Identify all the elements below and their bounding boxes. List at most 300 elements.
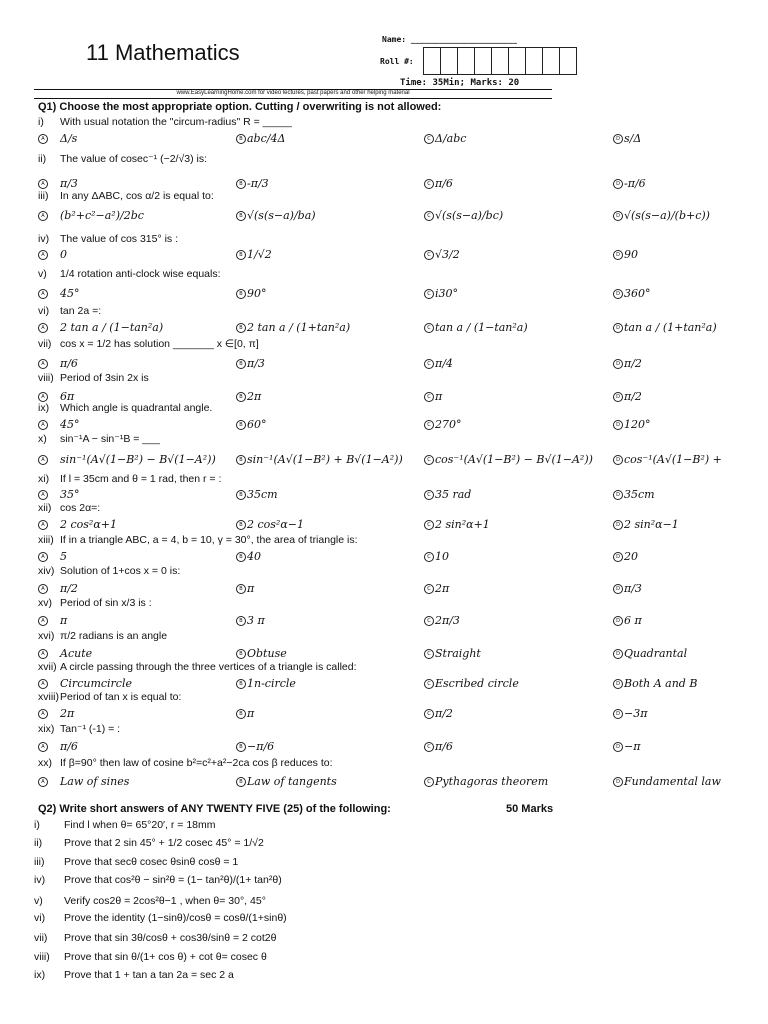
option-a[interactable] (38, 740, 78, 753)
option-a[interactable] (38, 209, 144, 222)
option-bubble-icon[interactable]: B (236, 777, 246, 787)
option-text: 3 π (247, 614, 265, 627)
option-d[interactable] (613, 775, 721, 788)
option-text: tan a / (1−tan²a) (435, 321, 528, 334)
option-text: cos⁻¹(A√(1−B²) − B√(1−A²)) (435, 453, 593, 466)
option-a[interactable] (38, 614, 67, 627)
option-d[interactable] (613, 248, 638, 261)
option-d[interactable] (613, 390, 642, 403)
option-text: 40 (247, 550, 261, 563)
question-text: cos 2α=: (60, 502, 101, 514)
question-text: π/2 radians is an angle (60, 630, 168, 642)
option-a[interactable] (38, 177, 78, 190)
question-number: i) (38, 116, 44, 128)
roll-label: Roll #: (380, 56, 414, 66)
option-bubble-icon[interactable]: D (613, 709, 623, 719)
option-bubble-icon[interactable]: A (38, 392, 48, 402)
option-b[interactable] (236, 209, 316, 222)
name-field[interactable] (382, 35, 517, 44)
mcq-question (38, 338, 259, 350)
option-text: (b²+c²−a²)/2bc (60, 209, 144, 222)
option-d[interactable] (613, 488, 655, 501)
option-b[interactable] (236, 321, 350, 334)
option-text: π/3 (624, 582, 642, 595)
question-number: i) (34, 819, 40, 831)
option-a[interactable] (38, 582, 78, 595)
option-bubble-icon[interactable]: C (424, 392, 434, 402)
option-text: π (247, 582, 255, 595)
option-text: 35cm (247, 488, 278, 501)
option-bubble-icon[interactable]: B (236, 649, 246, 659)
option-c[interactable] (424, 614, 460, 627)
option-bubble-icon[interactable]: D (613, 289, 623, 299)
option-b[interactable] (236, 740, 274, 753)
question-number: vii) (34, 932, 48, 944)
option-bubble-icon[interactable]: B (236, 552, 246, 562)
question-number: xii) (38, 502, 52, 514)
option-c[interactable] (424, 248, 460, 261)
option-bubble-icon[interactable]: C (424, 709, 434, 719)
roll-number-field[interactable] (380, 47, 577, 75)
question-number: iv) (38, 233, 50, 245)
option-d[interactable] (613, 707, 647, 720)
option-text: 20 (624, 550, 638, 563)
option-bubble-icon[interactable]: C (424, 420, 434, 430)
option-a[interactable] (38, 418, 80, 431)
option-b[interactable] (236, 418, 267, 431)
option-text: −π (624, 740, 641, 753)
option-bubble-icon[interactable]: C (424, 490, 434, 500)
option-bubble-icon[interactable]: D (613, 211, 623, 221)
option-d[interactable] (613, 321, 717, 334)
question-text: Find l when θ= 65°20′, r = 18mm (64, 819, 216, 831)
roll-box[interactable] (559, 47, 577, 75)
option-a[interactable] (38, 321, 163, 334)
question-number: v) (34, 895, 43, 907)
option-bubble-icon[interactable]: D (613, 134, 623, 144)
question-number: xiii) (38, 534, 54, 546)
option-a[interactable] (38, 518, 117, 531)
option-bubble-icon[interactable]: B (236, 323, 246, 333)
option-c[interactable] (424, 677, 519, 690)
option-text: 35 rad (435, 488, 472, 501)
option-bubble-icon[interactable]: C (424, 520, 434, 530)
option-a[interactable] (38, 647, 92, 660)
option-text: sin⁻¹(A√(1−B²) − B√(1−A²)) (60, 453, 216, 466)
option-bubble-icon[interactable]: D (613, 455, 623, 465)
question-text: Prove that sin θ/(1+ cos θ) + cot θ= cosec θ (64, 951, 267, 963)
question-number: xi) (38, 473, 50, 485)
option-text: √(s(s−a)/(b+c)) (624, 209, 710, 222)
option-a[interactable] (38, 132, 77, 145)
mcq-question (38, 630, 167, 642)
question-text: Prove that 1 + tan a tan 2a = sec 2 a (64, 969, 234, 981)
option-c[interactable] (424, 132, 466, 145)
option-c[interactable] (424, 418, 462, 431)
option-d[interactable] (613, 740, 640, 753)
option-bubble-icon[interactable]: A (38, 420, 48, 430)
option-bubble-icon[interactable]: D (613, 649, 623, 659)
option-b[interactable] (236, 614, 265, 627)
option-text: Δ/abc (435, 132, 467, 145)
question-number: v) (38, 268, 47, 280)
option-a[interactable] (38, 488, 80, 501)
option-bubble-icon[interactable]: B (236, 584, 246, 594)
option-b[interactable] (236, 248, 272, 261)
option-bubble-icon[interactable]: C (424, 211, 434, 221)
option-c[interactable] (424, 550, 449, 563)
option-bubble-icon[interactable]: D (613, 490, 623, 500)
option-bubble-icon[interactable]: A (38, 742, 48, 752)
roll-box[interactable] (423, 47, 441, 75)
page-title: 11 Mathematics (86, 40, 240, 65)
option-b[interactable] (236, 453, 403, 466)
option-text: s/Δ (624, 132, 642, 145)
option-bubble-icon[interactable]: B (236, 420, 246, 430)
option-text: π (60, 614, 68, 627)
option-b[interactable] (236, 177, 269, 190)
option-bubble-icon[interactable]: D (613, 420, 623, 430)
option-text: 2 sin²α−1 (624, 518, 679, 531)
option-bubble-icon[interactable]: C (424, 777, 434, 787)
question-text: Tan⁻¹ (-1) = : (60, 723, 121, 735)
question-text: Prove that secθ cosec θsinθ cosθ = 1 (64, 856, 239, 868)
option-bubble-icon[interactable]: B (236, 289, 246, 299)
option-text: 1/√2 (247, 248, 272, 261)
option-text: π (247, 707, 255, 720)
question-text: The value of cosec⁻¹ (−2/√3) is: (60, 153, 207, 165)
option-c[interactable] (424, 518, 490, 531)
option-text: i30° (435, 287, 459, 300)
option-bubble-icon[interactable]: C (424, 359, 434, 369)
option-bubble-icon[interactable]: A (38, 709, 48, 719)
mcq-question (38, 597, 152, 609)
question-number: ix) (38, 402, 50, 414)
option-bubble-icon[interactable]: A (38, 649, 48, 659)
option-text: √(s(s−a)/bc) (435, 209, 504, 222)
option-bubble-icon[interactable]: B (236, 520, 246, 530)
option-text: 2 sin²α+1 (435, 518, 490, 531)
option-bubble-icon[interactable]: B (236, 709, 246, 719)
option-bubble-icon[interactable]: C (424, 679, 434, 689)
option-bubble-icon[interactable]: C (424, 289, 434, 299)
option-c[interactable] (424, 488, 471, 501)
question-text: If in a triangle ABC, a = 4, b = 10, γ = 30°, the area of triangle is: (60, 534, 358, 546)
option-b[interactable] (236, 357, 265, 370)
roll-box[interactable] (542, 47, 560, 75)
option-bubble-icon[interactable]: D (613, 179, 623, 189)
question-number: iii) (38, 190, 49, 202)
short-question (34, 969, 234, 981)
option-a[interactable] (38, 287, 80, 300)
roll-box[interactable] (440, 47, 458, 75)
option-text: 2 tan a / (1−tan²a) (60, 321, 164, 334)
question-text: Verify cos2θ = 2cos²θ−1 , when θ= 30°, 45° (64, 895, 266, 907)
option-bubble-icon[interactable]: A (38, 134, 48, 144)
q2-heading: Q2) Write short answers of ANY TWENTY FIVE (25) of the following: (38, 803, 391, 815)
option-text: 1n-circle (247, 677, 296, 690)
option-bubble-icon[interactable]: D (613, 323, 623, 333)
option-bubble-icon[interactable]: B (236, 359, 246, 369)
option-text: -π/3 (247, 177, 269, 190)
option-text: Pythagoras theorem (435, 775, 549, 788)
option-bubble-icon[interactable]: A (38, 616, 48, 626)
option-bubble-icon[interactable]: A (38, 552, 48, 562)
question-number: vi) (34, 912, 46, 924)
mcq-question (38, 116, 292, 128)
mcq-question (38, 502, 100, 514)
option-b[interactable] (236, 775, 337, 788)
question-number: xv) (38, 597, 52, 609)
option-bubble-icon[interactable]: D (613, 742, 623, 752)
question-text: Period of 3sin 2x is (60, 372, 149, 384)
option-bubble-icon[interactable]: A (38, 679, 48, 689)
option-bubble-icon[interactable]: D (613, 392, 623, 402)
option-text: π/6 (60, 740, 78, 753)
question-text: If l = 35cm and θ = 1 rad, then r = : (60, 473, 222, 485)
option-text: Δ/s (60, 132, 78, 145)
option-bubble-icon[interactable]: D (613, 359, 623, 369)
question-number: iii) (34, 856, 45, 868)
mcq-question (38, 233, 178, 245)
option-bubble-icon[interactable]: B (236, 616, 246, 626)
question-text: sin⁻¹A − sin⁻¹B = ___ (60, 433, 160, 445)
option-bubble-icon[interactable]: B (236, 455, 246, 465)
option-b[interactable] (236, 677, 296, 690)
website-note: www.EasyLearningHome.com for video lectures, past papers and other helping material (176, 90, 410, 96)
option-c[interactable] (424, 287, 458, 300)
roll-box[interactable] (525, 47, 543, 75)
option-bubble-icon[interactable]: C (424, 742, 434, 752)
option-text: Circumcircle (60, 677, 132, 690)
option-c[interactable] (424, 357, 453, 370)
option-d[interactable] (613, 418, 651, 431)
option-bubble-icon[interactable]: A (38, 250, 48, 260)
option-bubble-icon[interactable]: B (236, 392, 246, 402)
question-number: xviii) (38, 691, 59, 703)
option-a[interactable] (38, 677, 132, 690)
option-bubble-icon[interactable]: B (236, 742, 246, 752)
question-text: With usual notation the "circum-radius" R = _____ (60, 116, 292, 128)
option-b[interactable] (236, 707, 254, 720)
option-text: Quadrantal (624, 647, 688, 660)
option-b[interactable] (236, 647, 287, 660)
option-bubble-icon[interactable]: C (424, 616, 434, 626)
option-text: √(s(s−a)/ba) (247, 209, 316, 222)
option-text: 2π/3 (435, 614, 460, 627)
option-c[interactable] (424, 177, 453, 190)
option-text: 45° (60, 287, 80, 300)
option-bubble-icon[interactable]: D (613, 552, 623, 562)
option-text: −3π (624, 707, 648, 720)
option-bubble-icon[interactable]: D (613, 616, 623, 626)
question-text: In any ΔABC, cos α/2 is equal to: (60, 190, 214, 202)
option-a[interactable] (38, 357, 78, 370)
question-text: tan 2a =: (60, 305, 102, 317)
mcq-question (38, 190, 214, 202)
option-text: 2π (60, 707, 75, 720)
option-d[interactable] (613, 132, 641, 145)
option-b[interactable] (236, 132, 285, 145)
question-number: xvi) (38, 630, 55, 642)
time-marks: Time: 35Min; Marks: 20 (400, 78, 520, 88)
option-text: 2 cos²α+1 (60, 518, 117, 531)
divider (34, 98, 552, 99)
question-number: viii) (34, 951, 50, 963)
option-bubble-icon[interactable]: C (424, 179, 434, 189)
question-text: Period of sin x/3 is : (60, 597, 152, 609)
option-text: π/2 (435, 707, 453, 720)
option-bubble-icon[interactable]: A (38, 455, 48, 465)
question-text: Prove that 2 sin 45° + 1/2 cosec 45° = 1/√2 (64, 837, 264, 849)
option-c[interactable] (424, 321, 528, 334)
option-c[interactable] (424, 209, 503, 222)
option-a[interactable] (38, 775, 129, 788)
option-text: π/2 (624, 390, 642, 403)
option-d[interactable] (613, 677, 697, 690)
question-number: ii) (38, 153, 47, 165)
roll-box[interactable] (491, 47, 509, 75)
option-bubble-icon[interactable]: A (38, 323, 48, 333)
option-c[interactable] (424, 707, 453, 720)
option-d[interactable] (613, 287, 651, 300)
option-text: π (435, 390, 443, 403)
option-d[interactable] (613, 177, 646, 190)
option-c[interactable] (424, 775, 548, 788)
option-bubble-icon[interactable]: A (38, 584, 48, 594)
option-text: 2 tan a / (1+tan²a) (247, 321, 351, 334)
option-c[interactable] (424, 740, 453, 753)
option-bubble-icon[interactable]: A (38, 359, 48, 369)
question-text: 1/4 rotation anti-clock wise equals: (60, 268, 221, 280)
mcq-question (38, 372, 149, 384)
option-bubble-icon[interactable]: C (424, 134, 434, 144)
question-number: xiv) (38, 565, 55, 577)
option-bubble-icon[interactable]: A (38, 289, 48, 299)
option-b[interactable] (236, 582, 254, 595)
mcq-question (38, 534, 358, 546)
option-text: 120° (624, 418, 651, 431)
option-c[interactable] (424, 647, 481, 660)
option-a[interactable] (38, 453, 216, 466)
option-b[interactable] (236, 488, 278, 501)
question-text: Period of tan x is equal to: (60, 691, 182, 703)
option-d[interactable] (613, 453, 722, 466)
option-text: π/2 (60, 582, 78, 595)
question-text: A circle passing through the three vertices of a triangle is called: (60, 661, 357, 673)
option-bubble-icon[interactable]: A (38, 490, 48, 500)
short-question (34, 837, 264, 849)
question-number: vi) (38, 305, 50, 317)
roll-box[interactable] (508, 47, 526, 75)
option-bubble-icon[interactable]: B (236, 179, 246, 189)
option-text: Law of sines (60, 775, 130, 788)
mcq-question (38, 305, 101, 317)
option-bubble-icon[interactable]: C (424, 455, 434, 465)
option-b[interactable] (236, 518, 304, 531)
option-bubble-icon[interactable]: D (613, 520, 623, 530)
option-text: 10 (435, 550, 449, 563)
option-bubble-icon[interactable]: B (236, 211, 246, 221)
option-text: 35° (60, 488, 80, 501)
option-bubble-icon[interactable]: A (38, 179, 48, 189)
option-d[interactable] (613, 550, 638, 563)
short-question (34, 951, 267, 963)
option-text: 90° (247, 287, 267, 300)
mcq-question (38, 565, 180, 577)
option-bubble-icon[interactable]: C (424, 649, 434, 659)
option-d[interactable] (613, 614, 642, 627)
option-b[interactable] (236, 550, 261, 563)
option-text: π/3 (247, 357, 265, 370)
option-bubble-icon[interactable]: D (613, 250, 623, 260)
option-c[interactable] (424, 582, 449, 595)
option-b[interactable] (236, 287, 267, 300)
roll-box[interactable] (474, 47, 492, 75)
option-a[interactable] (38, 707, 74, 720)
option-d[interactable] (613, 209, 710, 222)
mcq-question (38, 661, 357, 673)
option-bubble-icon[interactable]: D (613, 777, 623, 787)
option-text: -π/6 (624, 177, 646, 190)
option-bubble-icon[interactable]: A (38, 520, 48, 530)
option-bubble-icon[interactable]: D (613, 584, 623, 594)
option-d[interactable] (613, 518, 679, 531)
mcq-question (38, 153, 207, 165)
option-bubble-icon[interactable]: C (424, 323, 434, 333)
name-blank: ______________________ (410, 35, 517, 44)
question-number: ii) (34, 837, 43, 849)
option-text: 90 (624, 248, 638, 261)
option-bubble-icon[interactable]: B (236, 250, 246, 260)
question-text: Prove that sin 3θ/cosθ + cos3θ/sinθ = 2 cot2θ (64, 932, 277, 944)
option-text: π/3 (60, 177, 78, 190)
q2-marks: 50 Marks (506, 803, 554, 815)
option-d[interactable] (613, 357, 642, 370)
option-text: 45° (60, 418, 80, 431)
option-a[interactable] (38, 248, 67, 261)
option-text: 360° (624, 287, 651, 300)
option-d[interactable] (613, 582, 642, 595)
option-text: π/4 (435, 357, 453, 370)
option-bubble-icon[interactable]: B (236, 490, 246, 500)
option-text: cos⁻¹(A√(1−B²) + (624, 453, 722, 466)
option-c[interactable] (424, 390, 442, 403)
question-text: The value of cos 315° is : (60, 233, 179, 245)
question-text: If β=90° then law of cosine b²=c²+a²−2ca cos β reduces to: (60, 757, 333, 769)
mcq-question (38, 473, 221, 485)
question-number: vii) (38, 338, 52, 350)
option-bubble-icon[interactable]: D (613, 679, 623, 689)
option-bubble-icon[interactable]: C (424, 584, 434, 594)
option-b[interactable] (236, 390, 261, 403)
option-bubble-icon[interactable]: B (236, 679, 246, 689)
option-bubble-icon[interactable]: C (424, 552, 434, 562)
option-bubble-icon[interactable]: B (236, 134, 246, 144)
option-text: π/2 (624, 357, 642, 370)
option-bubble-icon[interactable]: A (38, 777, 48, 787)
option-text: Acute (60, 647, 93, 660)
option-c[interactable] (424, 453, 593, 466)
name-label: Name: (382, 35, 407, 44)
option-bubble-icon[interactable]: A (38, 211, 48, 221)
roll-box[interactable] (457, 47, 475, 75)
option-a[interactable] (38, 550, 67, 563)
short-question (34, 819, 216, 831)
option-d[interactable] (613, 647, 687, 660)
option-bubble-icon[interactable]: C (424, 250, 434, 260)
option-text: 2 cos²α−1 (247, 518, 304, 531)
